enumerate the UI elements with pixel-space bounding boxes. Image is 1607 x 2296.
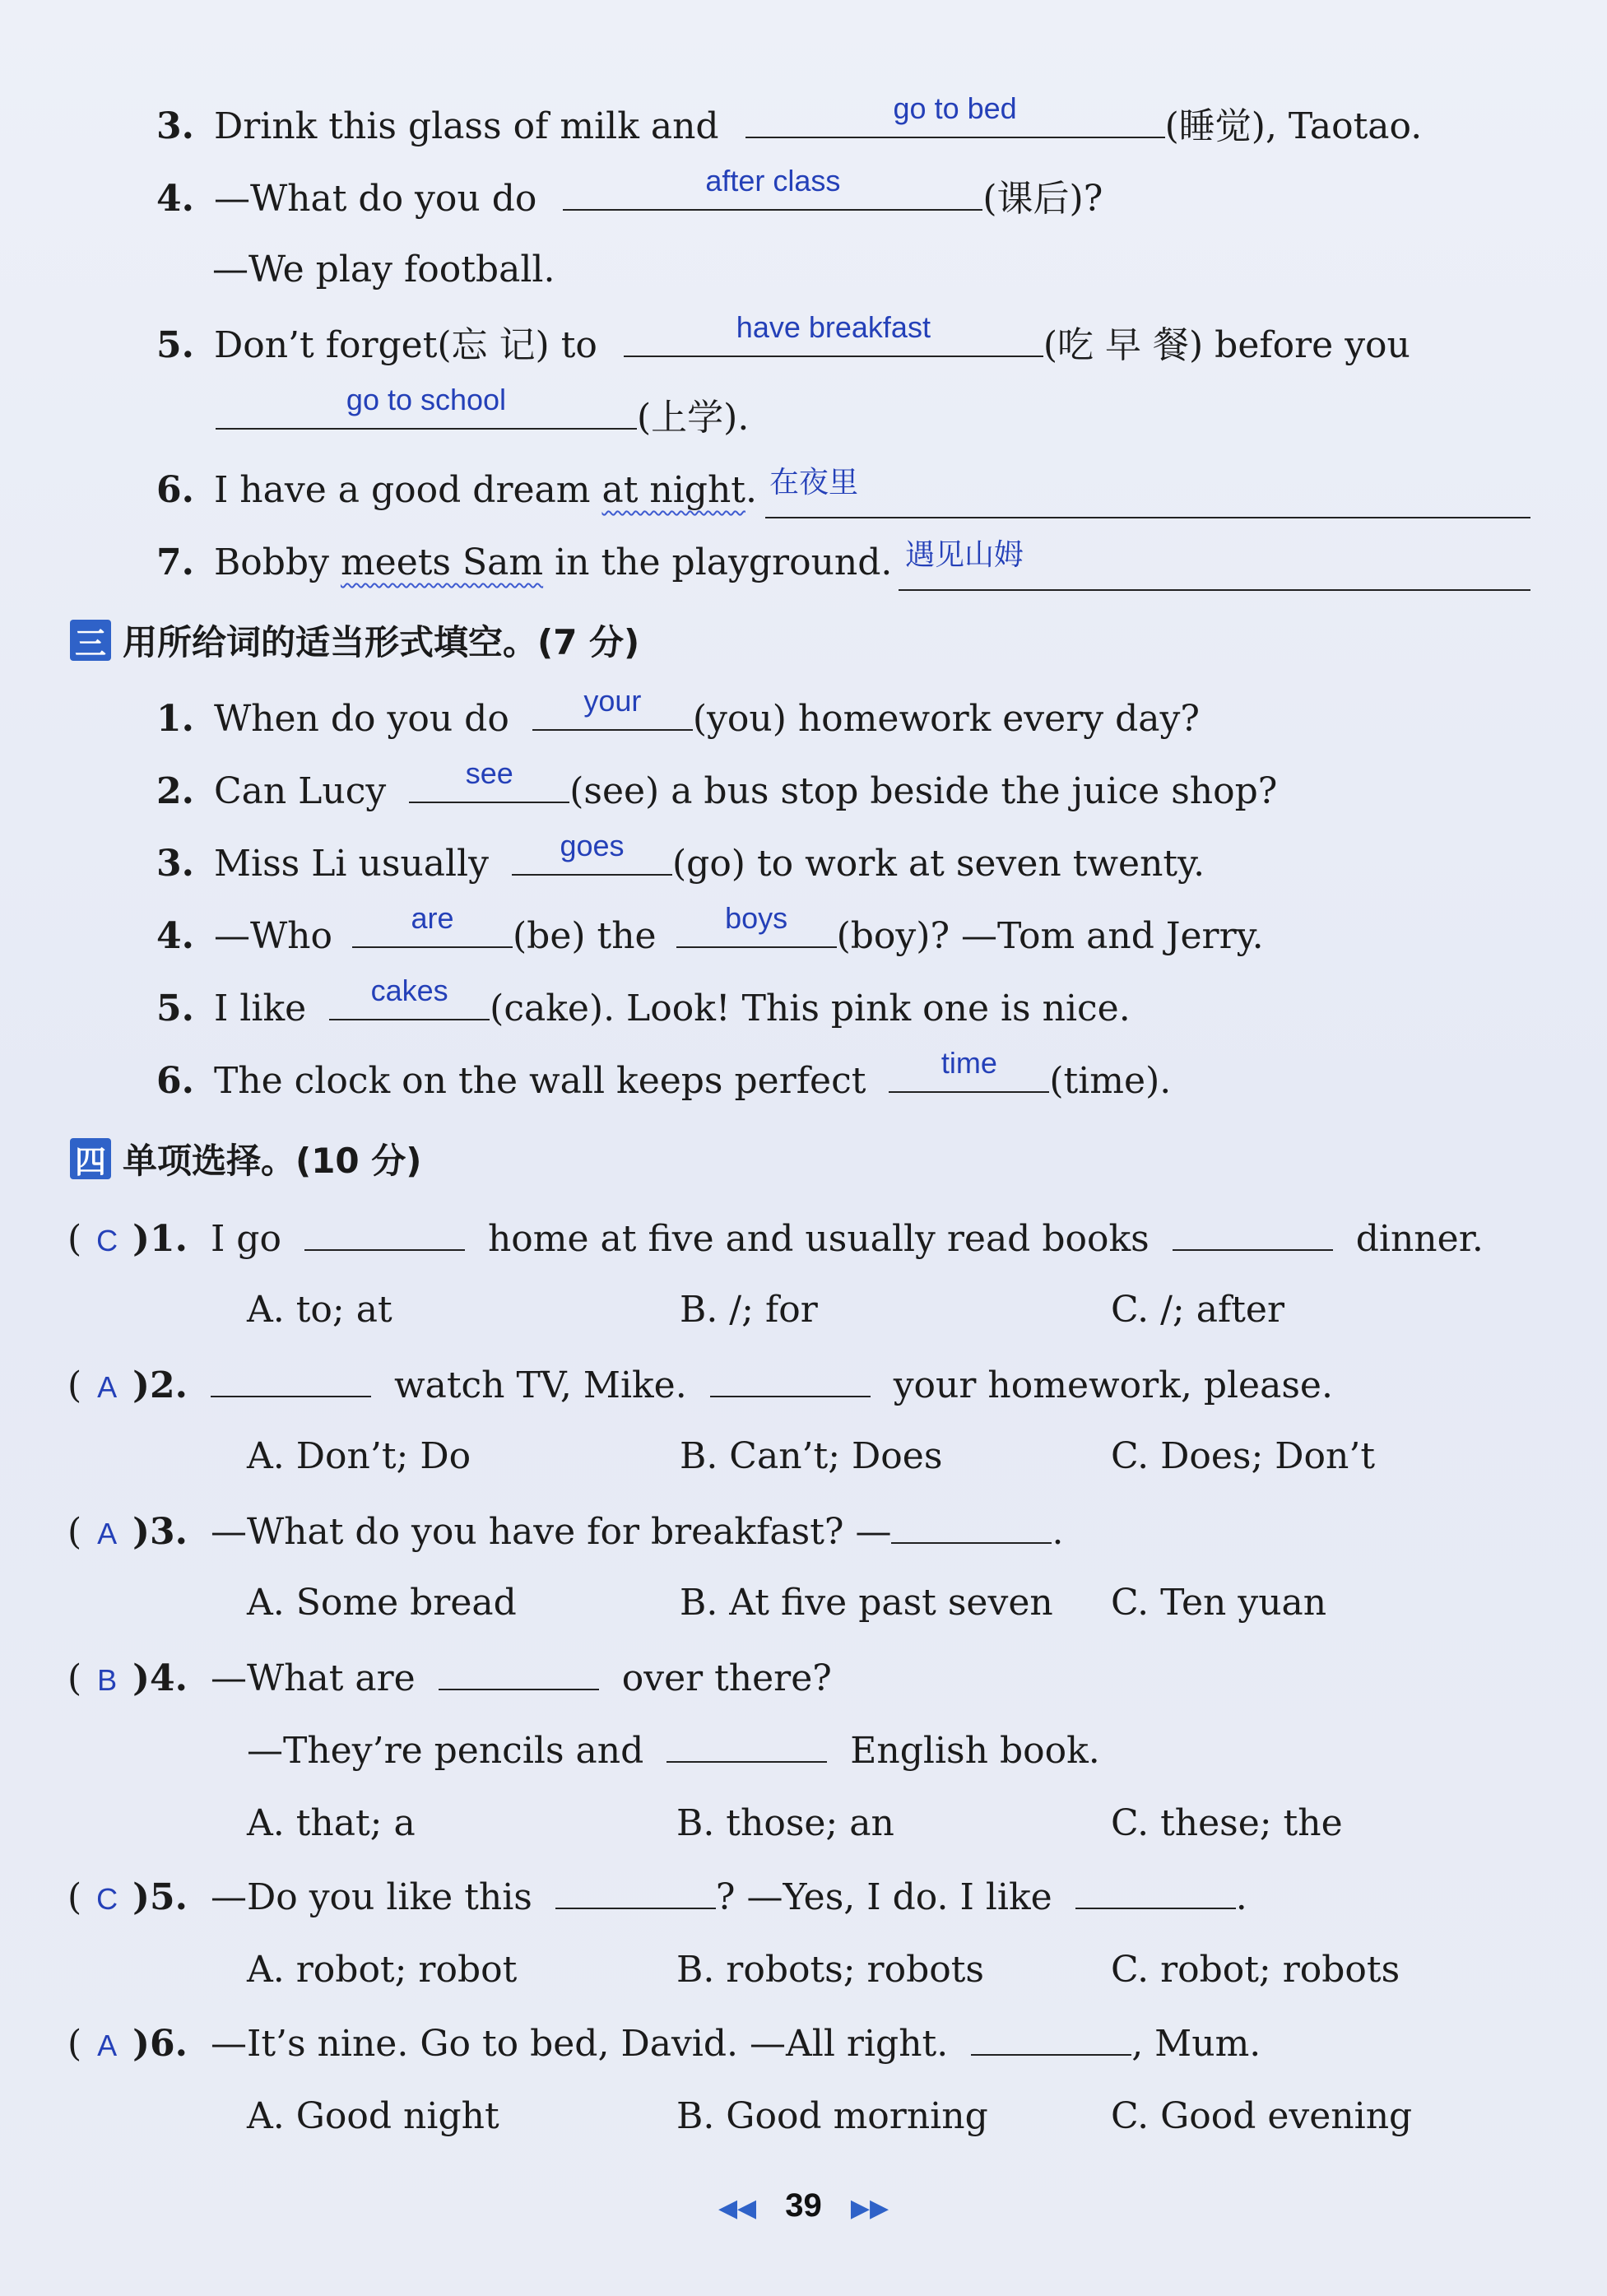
option-b: B. Can’t; Does: [680, 1435, 943, 1477]
choice-question: ( C )1. I go home at five and usually read books dinner.: [67, 1213, 1484, 1266]
question-number: 5.: [156, 324, 194, 366]
choice-question: ( A )6. —It’s nine. Go to bed, David. —All right. , Mum.: [67, 2018, 1261, 2071]
question-text: —What do you have for breakfast? —: [210, 1511, 892, 1553]
question-number: 7.: [156, 541, 194, 583]
choice-answer: A: [97, 1517, 118, 1550]
handwritten-answer: boys: [725, 901, 788, 935]
reply-text: —We play football.: [212, 249, 555, 290]
answer-line: [899, 589, 1530, 591]
question-text: —Who: [213, 915, 332, 957]
page-footer: [0, 2181, 1607, 2233]
question-row: [156, 974, 1131, 1034]
answer-blank: [512, 829, 672, 876]
question-row: [216, 383, 750, 443]
handwritten-answer: your: [583, 684, 642, 718]
section-header: [70, 1134, 421, 1183]
question-text: Don’t forget(忘 记) to: [213, 324, 597, 366]
question-row: [156, 1046, 1172, 1106]
choice-question: ( A )3. —What do you have for breakfast? — .: [67, 1506, 1063, 1559]
question-number: )6.: [132, 2023, 188, 2065]
option-a: A. Some bread: [247, 1582, 517, 1624]
option-b: B. robots; robots: [676, 1949, 984, 1991]
question-text: I have a good dream: [213, 469, 591, 511]
question-text: .: [1052, 1511, 1064, 1553]
question-row: [156, 538, 892, 588]
handwritten-answer: are: [411, 901, 454, 935]
question-row: [156, 829, 1205, 889]
answer-blank: [889, 1046, 1049, 1093]
option-a: A. to; at: [247, 1289, 392, 1331]
option-c: C. Ten yuan: [1111, 1582, 1327, 1624]
option-a: A. Don’t; Do: [247, 1435, 471, 1477]
question-text: I go: [210, 1218, 281, 1260]
answer-blank: [555, 1871, 716, 1909]
question-text: , Mum.: [1131, 2023, 1261, 2065]
question-row: [156, 466, 757, 515]
question-text: home at five and usually read books: [487, 1218, 1150, 1260]
choice-answer: C: [96, 1224, 118, 1257]
question-text: ? —Yes, I do. I like: [715, 1876, 1052, 1918]
option-c: C. Does; Don’t: [1111, 1435, 1376, 1477]
reply-text: —They’re pencils and: [247, 1730, 644, 1772]
answer-line: [765, 517, 1530, 518]
question-number: 3.: [156, 843, 194, 885]
handwritten-answer: goes: [560, 829, 625, 862]
question-row: [156, 91, 1423, 151]
question-number: 3.: [156, 105, 194, 147]
next-page-icon[interactable]: ▶▶: [850, 2195, 889, 2222]
question-row: [156, 164, 1103, 224]
answer-blank: [439, 1652, 599, 1690]
question-number: 4.: [156, 178, 194, 220]
answer-blank: [409, 756, 569, 803]
handwritten-answer: go to school: [346, 383, 507, 416]
question-text: The clock on the wall keeps perfect: [213, 1060, 866, 1102]
question-number: 4.: [156, 915, 194, 957]
question-text: .: [745, 469, 757, 511]
option-b: B. Good morning: [676, 2095, 988, 2137]
answer-blank: [891, 1506, 1052, 1544]
question-number: )5.: [132, 1876, 188, 1918]
option-c: C. /; after: [1111, 1289, 1284, 1331]
section-title: 单项选择。(10 分): [123, 1141, 422, 1181]
question-number: 6.: [156, 1060, 194, 1102]
underlined-phrase: at night: [601, 469, 745, 511]
question-number: )3.: [132, 1511, 188, 1553]
question-text: .: [1235, 1876, 1247, 1918]
page-number: 39: [785, 2187, 822, 2224]
section-title: 用所给词的适当形式填空。(7 分): [123, 622, 640, 662]
choice-answer: C: [96, 1882, 118, 1916]
option-a: A. Good night: [247, 2095, 499, 2137]
choice-question: ( B )4. —What are over there?: [67, 1652, 832, 1705]
question-row: [156, 684, 1200, 744]
question-text: (课后)?: [982, 178, 1103, 220]
section-header: [70, 616, 639, 665]
answer-blank: [971, 2018, 1131, 2056]
answer-blank: [624, 310, 1043, 357]
answer-blank: [666, 1725, 827, 1763]
section-badge: 四: [70, 1138, 111, 1179]
choice-answer: B: [97, 1663, 118, 1697]
question-text: (boy)? —Tom and Jerry.: [836, 915, 1264, 957]
question-row: [156, 901, 1264, 961]
option-b: B. /; for: [680, 1289, 818, 1331]
question-text: —Do you like this: [210, 1876, 532, 1918]
answer-blank: [710, 1359, 871, 1397]
answer-blank: [216, 383, 637, 430]
option-c: C. Good evening: [1111, 2095, 1413, 2137]
question-row: [156, 310, 1410, 370]
option-a: A. that; a: [247, 1802, 416, 1844]
option-c: C. these; the: [1111, 1802, 1343, 1844]
question-row: [156, 756, 1278, 816]
section-badge: 三: [70, 620, 111, 661]
answer-blank: [352, 901, 513, 948]
question-text: I like: [213, 988, 307, 1029]
prev-page-icon[interactable]: ◀◀: [718, 2195, 757, 2222]
choice-question: ( C )5. —Do you like this ? —Yes, I do. I like .: [67, 1871, 1247, 1924]
question-text: Bobby: [213, 541, 329, 583]
choice-answer: A: [97, 2029, 118, 2062]
question-text: over there?: [621, 1657, 832, 1699]
handwritten-answer: 遇见山姆: [905, 537, 1024, 571]
answer-blank: [211, 1359, 371, 1397]
answer-blank: [563, 164, 982, 211]
handwritten-answer: after class: [705, 164, 841, 198]
option-c: C. robot; robots: [1111, 1949, 1400, 1991]
underlined-phrase: meets Sam: [340, 541, 544, 583]
question-number: 6.: [156, 469, 194, 511]
answer-blank: [304, 1213, 465, 1251]
question-text: (be) the: [513, 915, 657, 957]
answer-blank: [676, 901, 837, 948]
choice-answer: A: [97, 1370, 118, 1404]
question-text: (上学).: [637, 397, 750, 439]
question-number: )2.: [132, 1364, 188, 1406]
handwritten-answer: 在夜里: [769, 465, 859, 499]
reply-text: English book.: [850, 1730, 1100, 1772]
handwritten-answer: have breakfast: [736, 310, 931, 344]
question-text: Miss Li usually: [213, 843, 489, 885]
answer-blank: [1075, 1871, 1236, 1909]
question-text: (吃 早 餐) before you: [1043, 324, 1410, 366]
answer-blank: [1173, 1213, 1333, 1251]
question-number: 5.: [156, 988, 194, 1029]
question-text: (cake). Look! This pink one is nice.: [490, 988, 1131, 1029]
question-text: your homework, please.: [893, 1364, 1333, 1406]
question-number: 2.: [156, 770, 194, 812]
question-text: —What are: [210, 1657, 416, 1699]
option-a: A. robot; robot: [247, 1949, 518, 1991]
answer-blank: [532, 684, 693, 731]
answer-blank: [745, 91, 1165, 138]
handwritten-answer: cakes: [370, 974, 448, 1007]
handwritten-answer: see: [465, 756, 513, 790]
question-text: Drink this glass of milk and: [213, 105, 719, 147]
option-b: B. those; an: [676, 1802, 894, 1844]
option-b: B. At five past seven: [680, 1582, 1053, 1624]
answer-blank: [329, 974, 490, 1020]
question-text: —What do you do: [213, 178, 537, 220]
question-text: Can Lucy: [213, 770, 387, 812]
question-text: (you) homework every day?: [692, 698, 1200, 740]
question-text: (go) to work at seven twenty.: [671, 843, 1205, 885]
question-number: )1.: [132, 1218, 188, 1260]
reply-row: [247, 1725, 1100, 1776]
handwritten-answer: time: [941, 1046, 997, 1080]
question-text: (time).: [1049, 1060, 1172, 1102]
question-text: watch TV, Mike.: [393, 1364, 687, 1406]
question-text: (睡觉), Taotao.: [1164, 105, 1423, 147]
question-text: in the playground.: [555, 541, 893, 583]
question-text: —It’s nine. Go to bed, David. —All right.: [210, 2023, 949, 2065]
question-text: When do you do: [213, 698, 509, 740]
question-text: (see) a bus stop beside the juice shop?: [569, 770, 1278, 812]
choice-question: ( A )2. watch TV, Mike. your homework, please.: [67, 1359, 1333, 1412]
handwritten-answer: go to bed: [893, 91, 1017, 125]
question-text: dinner.: [1355, 1218, 1484, 1260]
question-number: 1.: [156, 698, 194, 740]
question-number: )4.: [132, 1657, 188, 1699]
